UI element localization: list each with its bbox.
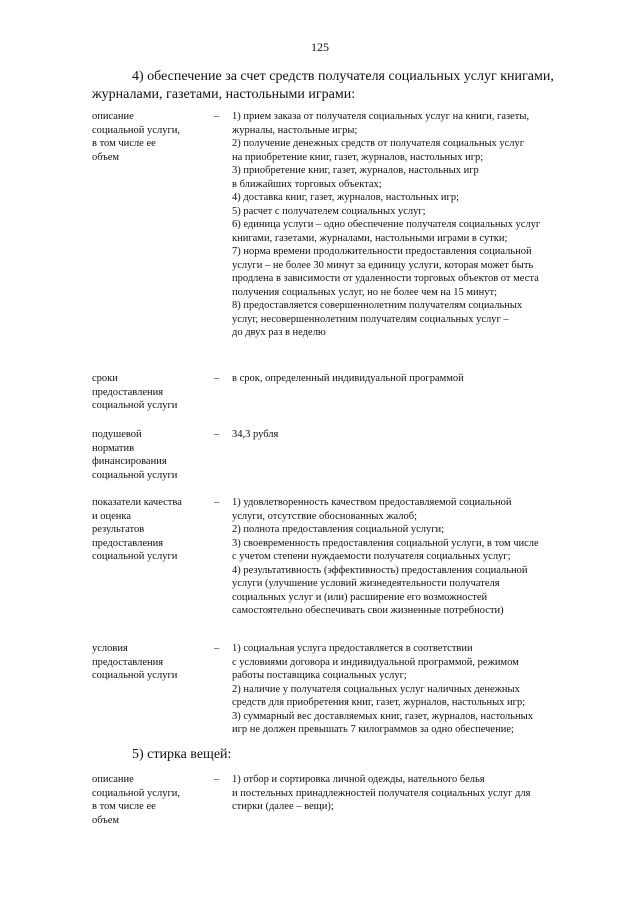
row-dash: – (214, 111, 220, 122)
section-4-heading (92, 68, 612, 104)
content-line: 7) норма времени продолжительности предоставления социальной (232, 246, 532, 257)
label-line: предоставления (92, 656, 164, 668)
label-line: в том числе ее (92, 801, 156, 812)
row-content (232, 110, 607, 340)
content-line: 1) прием заказа от получателя социальных услуг на книги, газеты, (232, 111, 530, 122)
label-line: норматив (92, 442, 135, 454)
content-line: работы поставщика социальных услуг; (232, 670, 407, 681)
content-line: 6) единица услуги – одно обеспечение получателя социальных услуг (232, 219, 541, 230)
label-line: предоставления (92, 537, 164, 549)
label-line: описание (92, 111, 134, 122)
label-line: сроки (92, 373, 118, 384)
row-label (92, 110, 204, 164)
row-content (232, 428, 607, 442)
content-line: с условиями договора и индивидуальной программой, режимом (232, 656, 519, 668)
content-line: продлена в зависимости от удаленности торговых объектов от места (232, 273, 539, 284)
label-line: предоставления (92, 386, 164, 398)
label-line: в том числе ее (92, 138, 156, 149)
content-line: 1) социальная услуга предоставляется в соответствии (232, 643, 473, 654)
content-line: с учетом степени нуждаемости получателя социальных услуг; (232, 551, 511, 562)
label-line: результатов (92, 524, 145, 535)
section-5-heading-line: 5) стирка вещей: (132, 747, 232, 762)
content-line: услуги (улучшение условий жизнедеятельности получателя (232, 578, 500, 589)
label-line: социальной услуги, (92, 124, 180, 136)
content-line: социальных услуг и (или) расширение его возможностей (232, 591, 488, 603)
content-line: на приобретение книг, газет, журналов, настольных игр; (232, 151, 484, 163)
content-line: 3) своевременность предоставления социальной услуги, в том числе (232, 537, 539, 549)
row-label (92, 428, 204, 482)
row-dash: – (214, 497, 220, 508)
content-line: 1) отбор и сортировка личной одежды, нательного белья (232, 774, 485, 785)
label-line: социальной услуги, (92, 787, 180, 799)
label-line: социальной услуги (92, 469, 178, 481)
content-line: 5) расчет с получателем социальных услуг; (232, 205, 426, 217)
content-line: книгами, газетами, журналами, настольными играми в сутки; (232, 232, 508, 244)
row-label (92, 372, 204, 413)
content-line: до двух раз в неделю (232, 327, 326, 338)
section-4-heading-line: 4) обеспечение за счет средств получателя социальных услуг книгами, (132, 69, 554, 84)
content-line: 2) наличие у получателя социальных услуг наличных денежных (232, 683, 520, 695)
content-line: и постельных принадлежностей получателя социальных услуг для (232, 787, 531, 799)
row-label (92, 773, 204, 827)
row-content (232, 496, 607, 618)
content-line: самостоятельно обеспечивать свои жизненные потребности) (232, 605, 504, 616)
row-content (232, 642, 607, 737)
content-line: 3) приобретение книг, газет, журналов, настольных игр (232, 165, 479, 176)
content-line: 3) суммарный вес доставляемых книг, газет, журналов, настольных (232, 710, 533, 722)
content-line: в срок, определенный индивидуальной программой (232, 373, 464, 384)
section-4-heading-line: журналами, газетами, настольными играми: (92, 87, 356, 102)
content-line: получения социальных услуг, но не более чем на 15 минут; (232, 286, 498, 298)
label-line: финансирования (92, 456, 167, 467)
row-label (92, 642, 204, 683)
content-line: 4) доставка книг, газет, журналов, настольных игр; (232, 192, 459, 203)
label-line: условия (92, 643, 128, 654)
label-line: социальной услуги (92, 551, 178, 562)
content-line: игр не должен превышать 7 килограммов за одно обеспечение; (232, 724, 514, 735)
content-line: 8) предоставляется совершеннолетним получателям социальных (232, 300, 523, 311)
content-line: стирки (далее – вещи); (232, 801, 334, 812)
row-dash: – (214, 373, 220, 384)
page-number: 125 (311, 40, 329, 54)
content-line: журналы, настольные игры; (232, 124, 358, 136)
label-line: объем (92, 151, 120, 163)
row-dash: – (214, 429, 220, 440)
content-line: средств для приобретения книг, газет, журналов, настольных игр; (232, 697, 526, 708)
label-line: подушевой (92, 429, 142, 440)
content-line: 34,3 рубля (232, 429, 279, 440)
label-line: социальной услуги (92, 400, 178, 411)
row-content (232, 372, 607, 386)
content-line: 2) получение денежных средств от получателя социальных услуг (232, 138, 525, 149)
label-line: социальной услуги (92, 670, 178, 681)
content-line: в ближайших торговых объектах; (232, 178, 382, 190)
row-content (232, 773, 607, 814)
row-dash: – (214, 643, 220, 654)
content-line: 4) результативность (эффективность) предоставления социальной (232, 564, 528, 576)
label-line: показатели качества (92, 497, 182, 508)
label-line: описание (92, 774, 134, 785)
content-line: 1) удовлетворенность качеством предоставляемой социальной (232, 497, 512, 508)
section-5-heading (92, 746, 612, 764)
content-line: услуги, отсутствие обоснованных жалоб; (232, 510, 418, 522)
content-line: услуги – не более 30 минут за единицу услуги, которая может быть (232, 259, 534, 271)
content-line: 2) полнота предоставления социальной услуги; (232, 524, 445, 535)
content-line: услуг, несовершеннолетним получателям социальных услуг – (232, 313, 509, 325)
label-line: объем (92, 814, 120, 826)
row-label (92, 496, 204, 564)
row-dash: – (214, 774, 220, 785)
label-line: и оценка (92, 510, 131, 522)
